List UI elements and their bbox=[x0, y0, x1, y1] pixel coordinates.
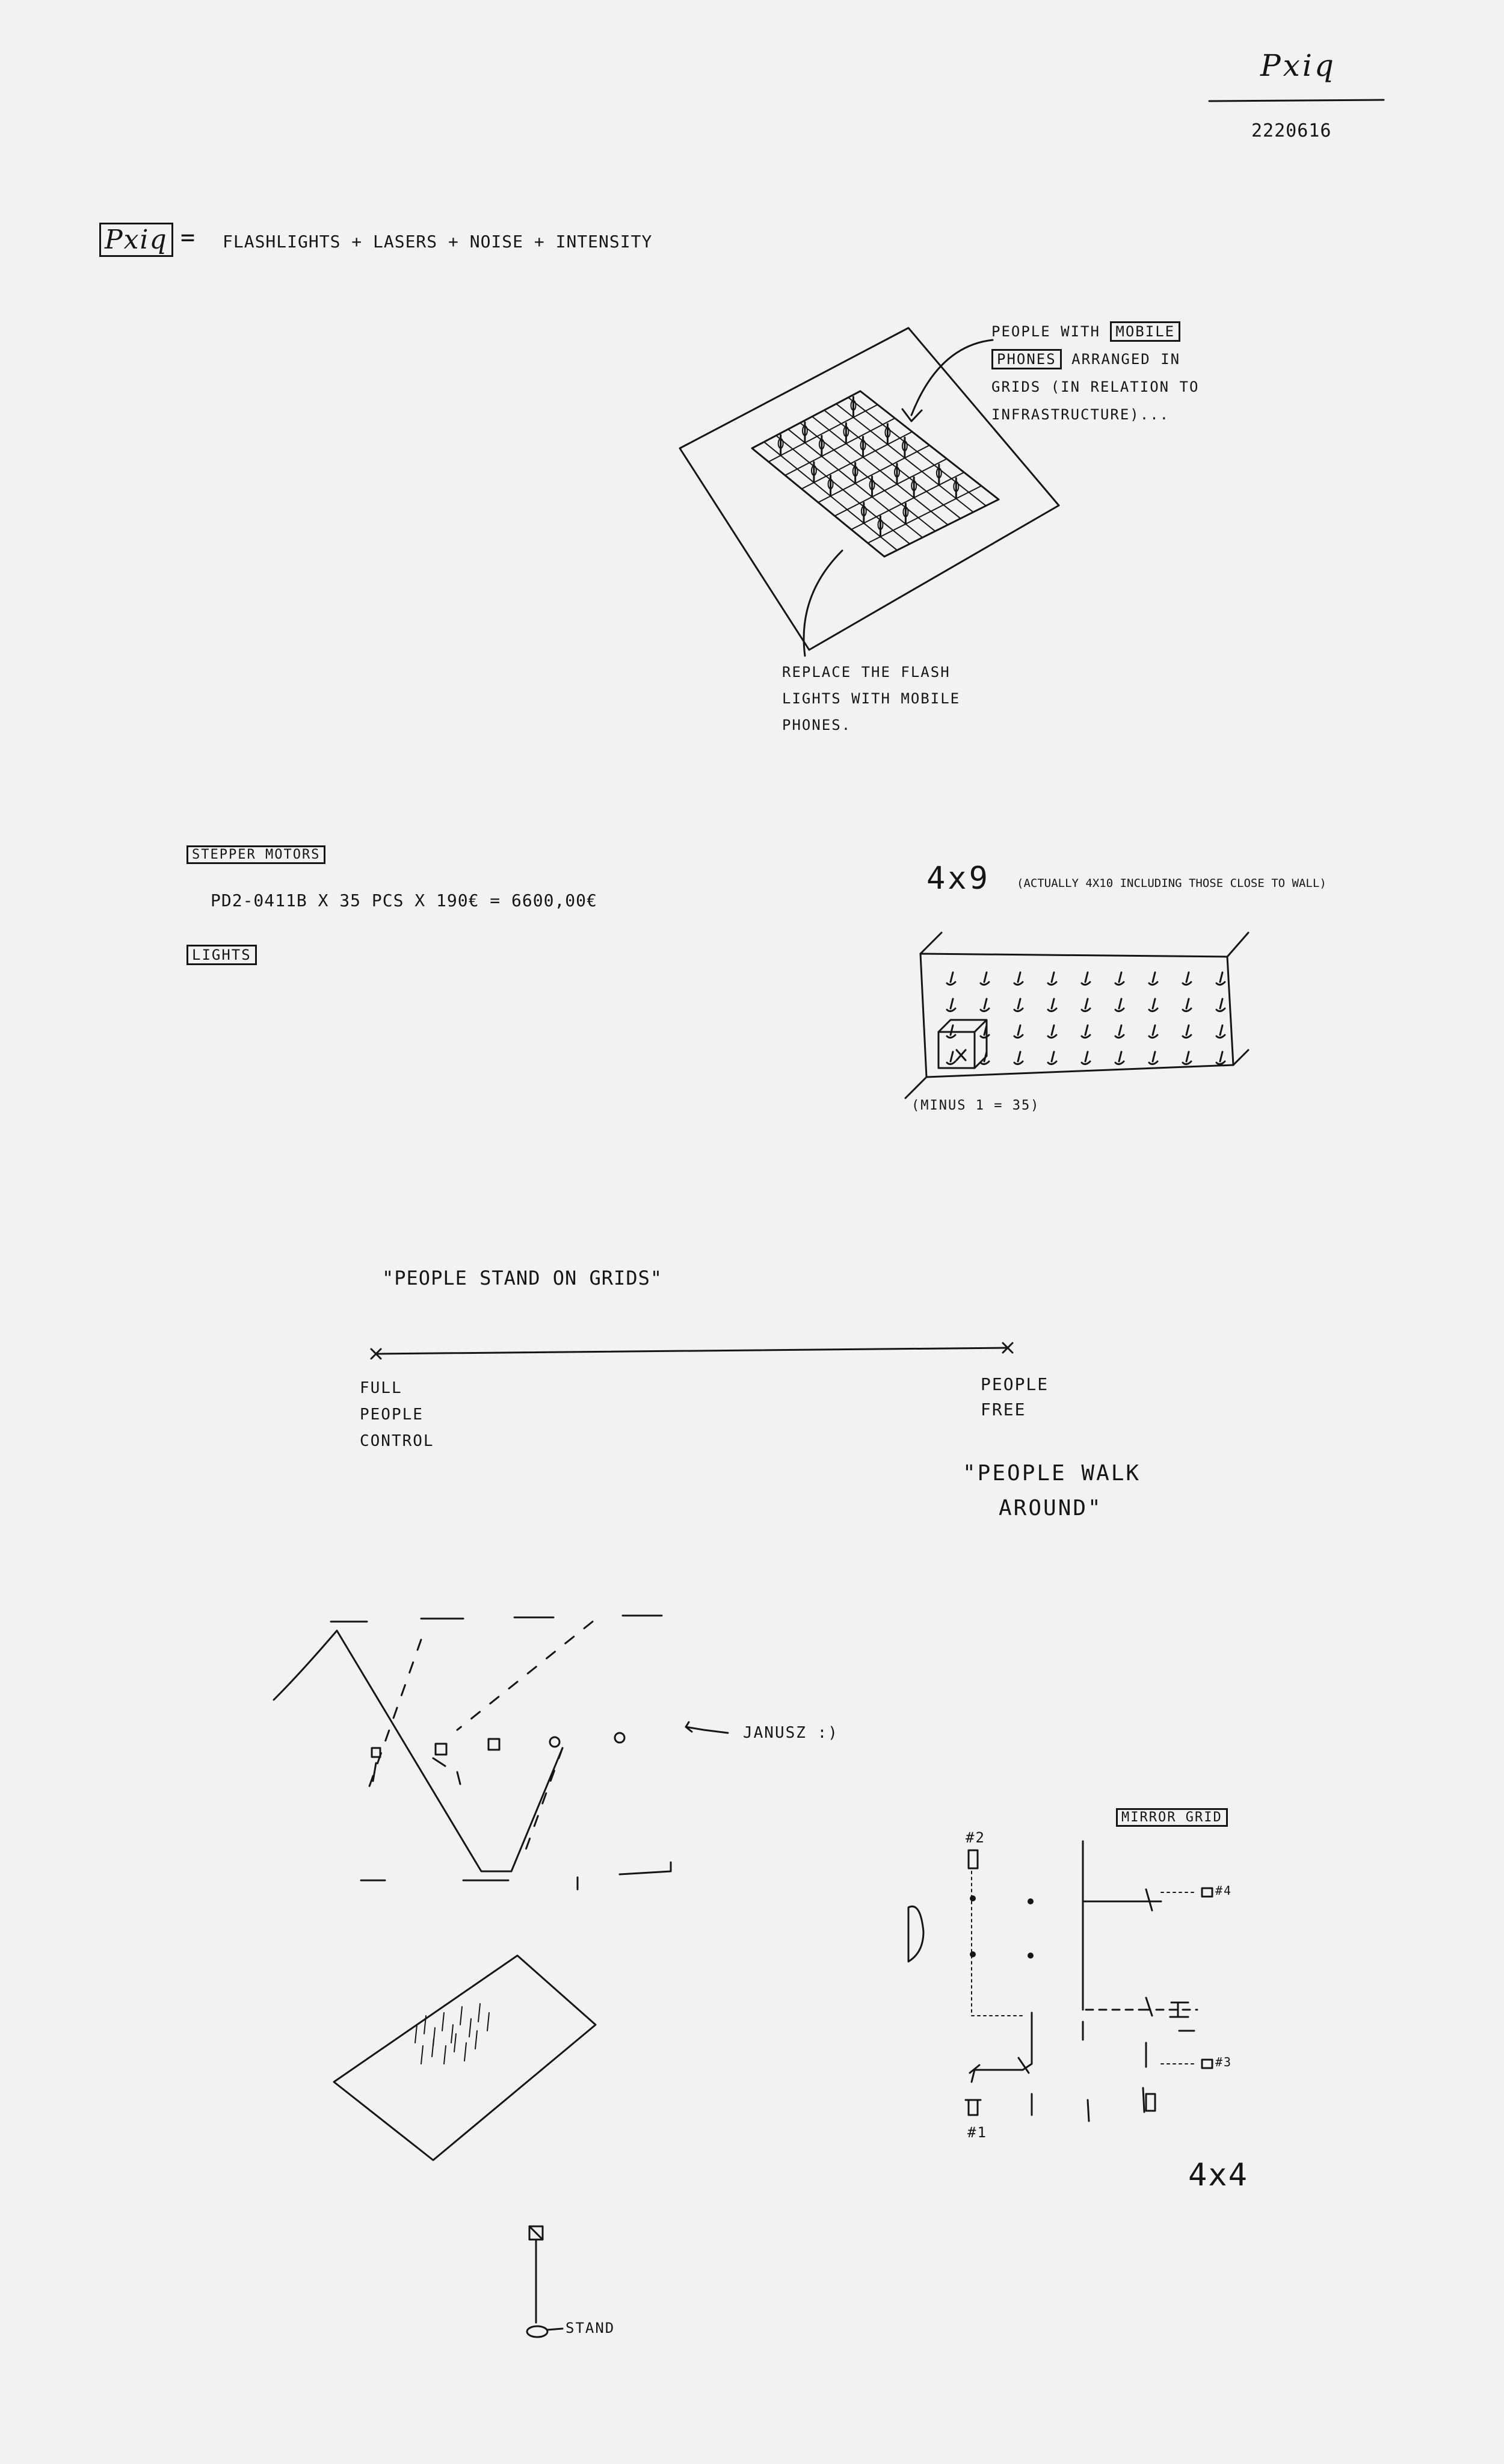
grid-note-line4: INFRASTRUCTURE)... bbox=[991, 406, 1170, 423]
fixture-mark bbox=[1014, 1025, 1023, 1038]
formula-label: Pxiq bbox=[99, 223, 173, 257]
fixture-mark bbox=[1082, 972, 1090, 985]
fixture-mark bbox=[1082, 1025, 1090, 1038]
spectrum-left-line2: PEOPLE bbox=[360, 1406, 424, 1424]
spectrum-title: "PEOPLE STAND ON GRIDS" bbox=[382, 1267, 663, 1289]
grid-4x9-fixtures bbox=[947, 972, 1225, 1064]
fixture-mark bbox=[981, 999, 989, 1011]
janusz-label: JANUSZ :) bbox=[743, 1724, 839, 1742]
fixture-mark bbox=[1183, 999, 1191, 1011]
spectrum-left-label bbox=[360, 1375, 434, 1454]
fixture-mark bbox=[947, 999, 955, 1011]
mirror-number-2: #2 bbox=[966, 1829, 985, 1846]
mirror-number-3: #3 bbox=[1215, 2055, 1233, 2069]
small-person-mark bbox=[454, 2034, 456, 2052]
small-person-mark bbox=[464, 2043, 466, 2061]
grid-note-line3: GRIDS (IN RELATION TO bbox=[991, 378, 1200, 395]
mirror-number-1: #1 bbox=[967, 2124, 987, 2141]
fixture-mark bbox=[1082, 999, 1090, 1011]
stand-label: STAND bbox=[566, 2320, 615, 2336]
fixture-mark bbox=[981, 972, 989, 985]
fixture-mark bbox=[1183, 972, 1191, 985]
grid-note-line1: PEOPLE WITH bbox=[991, 323, 1100, 340]
grid-note bbox=[991, 318, 1199, 428]
fixture-mark bbox=[981, 1052, 989, 1064]
replace-note bbox=[782, 659, 960, 738]
spectrum-right-label bbox=[981, 1372, 1049, 1422]
people-walk-line2: AROUND" bbox=[999, 1496, 1103, 1521]
platform-grid bbox=[752, 391, 999, 557]
fixture-mark bbox=[947, 972, 955, 985]
small-person-mark bbox=[444, 2046, 446, 2064]
fixture-mark bbox=[1216, 972, 1225, 985]
fixture-mark bbox=[1082, 1052, 1090, 1064]
fixture-mark bbox=[1216, 1052, 1225, 1064]
mirror-grid-size: 4x4 bbox=[1188, 2157, 1248, 2193]
fixture-mark bbox=[1115, 1052, 1124, 1064]
fixture-mark bbox=[1216, 999, 1225, 1011]
people-walk-line1: "PEOPLE WALK bbox=[963, 1461, 1141, 1486]
small-person-mark bbox=[475, 2031, 477, 2049]
box-4x9-sketch bbox=[905, 933, 1248, 1098]
formula-expression: FLASHLIGHTS + LASERS + NOISE + INTENSITY bbox=[223, 232, 653, 252]
small-person-mark bbox=[451, 2025, 453, 2043]
small-person-mark bbox=[432, 2039, 434, 2057]
fixture-mark bbox=[1149, 1052, 1157, 1064]
formula-equals: = bbox=[180, 224, 197, 252]
spectrum-left-line1: FULL bbox=[360, 1379, 402, 1397]
fixture-mark bbox=[981, 1025, 989, 1038]
header-underline bbox=[1209, 100, 1384, 101]
mirror-grid-title: MIRROR GRID bbox=[1116, 1808, 1228, 1827]
replace-line1: REPLACE THE FLASH bbox=[782, 664, 951, 681]
fixture-mark bbox=[1115, 1025, 1124, 1038]
people-walk-around bbox=[963, 1456, 1141, 1526]
replace-line2: LIGHTS WITH MOBILE bbox=[782, 690, 961, 707]
small-person-mark bbox=[478, 2004, 480, 2022]
replace-leader bbox=[804, 551, 842, 656]
fixture-mark bbox=[1048, 999, 1056, 1011]
grid-4x9-note: (ACTUALLY 4X10 INCLUDING THOSE CLOSE TO WALL) bbox=[1017, 877, 1327, 890]
fixture-mark bbox=[947, 1052, 955, 1064]
fixture-mark bbox=[1216, 1025, 1225, 1038]
small-person-mark bbox=[460, 2007, 462, 2025]
fixture-mark bbox=[1183, 1025, 1191, 1038]
mirror-grid-sketch bbox=[908, 1841, 1212, 2121]
small-person-mark bbox=[469, 2019, 471, 2037]
spectrum-right-line2: FREE bbox=[981, 1400, 1026, 1419]
header-date: 2220616 bbox=[1251, 120, 1332, 141]
fixture-mark bbox=[1183, 1052, 1191, 1064]
fixture-mark bbox=[1014, 999, 1023, 1011]
small-person-mark bbox=[442, 2013, 444, 2031]
note-arrow bbox=[911, 340, 993, 415]
fixture-mark bbox=[1149, 999, 1157, 1011]
fixture-mark bbox=[1014, 1052, 1023, 1064]
grid-note-box-phones: PHONES bbox=[991, 349, 1062, 369]
replace-line3: PHONES. bbox=[782, 717, 852, 733]
small-person-mark bbox=[415, 2025, 417, 2043]
small-person-mark bbox=[421, 2046, 423, 2064]
grid-note-box-mobile: MOBILE bbox=[1110, 321, 1180, 342]
stepper-motors-label: STEPPER MOTORS bbox=[186, 845, 325, 864]
fixture-mark bbox=[1048, 1052, 1056, 1064]
fixture-mark bbox=[1048, 972, 1056, 985]
stand-sketch bbox=[527, 2226, 562, 2337]
fixture-mark bbox=[1115, 972, 1124, 985]
header-project-mark: Pxiq bbox=[1260, 48, 1336, 83]
fixture-mark bbox=[1149, 972, 1157, 985]
spectrum-line bbox=[371, 1343, 1012, 1359]
spectrum-left-line3: CONTROL bbox=[360, 1432, 434, 1450]
mirror-number-4: #4 bbox=[1215, 1883, 1233, 1898]
spectrum-right-line1: PEOPLE bbox=[981, 1374, 1049, 1394]
grid-4x9-title: 4x9 bbox=[926, 860, 990, 897]
lights-label: LIGHTS bbox=[186, 945, 257, 965]
grid-4x9-minus: (MINUS 1 = 35) bbox=[911, 1098, 1040, 1113]
fixture-mark bbox=[1014, 972, 1023, 985]
grid-note-line2: ARRANGED IN bbox=[1071, 351, 1181, 368]
stepper-calculation: PD2-0411B X 35 PCS X 190€ = 6600,00€ bbox=[211, 891, 597, 910]
fixture-mark bbox=[1149, 1025, 1157, 1038]
small-person-mark bbox=[487, 2013, 489, 2031]
fixture-mark bbox=[1048, 1025, 1056, 1038]
venue-sketch bbox=[274, 1616, 728, 1889]
fixture-mark bbox=[1115, 999, 1124, 1011]
small-platform-sketch bbox=[334, 1956, 596, 2160]
